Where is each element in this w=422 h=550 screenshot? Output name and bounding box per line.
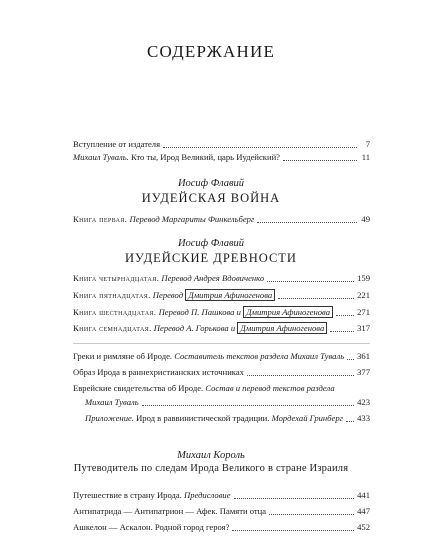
section-divider <box>73 343 370 344</box>
toc-entry-page: 317 <box>357 323 370 333</box>
toc-entry-page: 7 <box>365 139 370 149</box>
toc-entry-book: Книга шестнадцатая. <box>73 307 157 317</box>
toc-entry[interactable] <box>73 322 370 335</box>
toc-entry-note: Приложение. <box>85 413 134 423</box>
section-title: ИУДЕЙСКАЯ ВОЙНА <box>141 191 281 205</box>
highlighted-translator: Дмитрия Афиногенова <box>237 322 327 334</box>
toc-entry[interactable] <box>73 213 370 226</box>
toc-entry-title: Антипатрида — Антипатрион — Афек. Памяти отца <box>73 506 267 516</box>
toc-entry[interactable] <box>73 382 370 395</box>
toc-entry-page: 159 <box>357 273 370 283</box>
toc-entry-page: 423 <box>357 397 370 407</box>
toc-entry-page: 221 <box>357 290 370 300</box>
toc-entry-translator: Перевод Маргариты Финкельберг <box>127 214 255 224</box>
dot-leader <box>269 506 354 515</box>
dot-leader <box>336 307 354 316</box>
highlighted-translator: Дмитрия Афиногенова <box>243 306 333 318</box>
dot-leader <box>346 413 354 422</box>
toc-entry-page: 49 <box>361 214 370 224</box>
dot-leader <box>278 290 354 299</box>
toc-entry[interactable] <box>85 412 370 425</box>
toc-entry[interactable] <box>73 350 370 363</box>
toc-entry-translator: Перевод <box>150 290 186 300</box>
toc-entry-note: Предисловие <box>183 490 231 500</box>
section-author: Иосиф Флавий <box>177 178 245 189</box>
toc-entry-translator: Перевод А. Горькова и <box>151 323 238 333</box>
dot-leader <box>234 490 355 499</box>
section-author: Михаил Король <box>177 450 245 461</box>
toc-entry-page: 361 <box>357 351 370 361</box>
dot-leader <box>257 214 357 223</box>
toc-entry-page: 441 <box>357 490 370 500</box>
toc-entry-author: Михаил Туваль. <box>73 152 129 162</box>
toc-entry-title: Кто ты, Ирод Великий, царь Иудейский? <box>128 152 280 162</box>
toc-entry-page: 271 <box>357 307 370 317</box>
toc-entry[interactable] <box>73 489 370 502</box>
dot-leader <box>163 139 357 148</box>
dot-leader <box>247 367 354 376</box>
dot-leader <box>283 152 357 161</box>
toc-entry-note: Михаил Туваль <box>85 397 139 407</box>
toc-entry-page: 377 <box>357 367 370 377</box>
toc-entry[interactable] <box>73 366 370 379</box>
toc-entry[interactable] <box>73 505 370 518</box>
toc-entry-note: Состав и перевод текстов раздела <box>205 383 335 393</box>
section-title: Путеводитель по следам Ирода Великого в стране Израиля <box>73 463 349 474</box>
section-title: ИУДЕЙСКИЕ ДРЕВНОСТИ <box>125 251 297 265</box>
toc-entry[interactable] <box>73 289 370 302</box>
toc-entry-book: Книга четырнадцатая. <box>73 273 160 283</box>
toc-entry-book: Книга первая. <box>73 214 128 224</box>
toc-entry-title: Ирод в раввинистической традиции. <box>133 413 272 423</box>
toc-entry-author: Мордехай Гринберг <box>271 413 343 423</box>
toc-entry-book: Книга семнадцатая. <box>73 323 152 333</box>
toc-entry-title: Вступление от издателя <box>73 139 161 149</box>
toc-entry-title: Греки и римляне об Ироде. <box>73 351 175 361</box>
dot-leader <box>142 397 354 406</box>
toc-entry-page: 11 <box>361 152 370 162</box>
dot-leader <box>347 351 354 360</box>
dot-leader <box>232 522 354 531</box>
toc-entry[interactable] <box>73 306 370 319</box>
toc-entry-title: Путешествие в страну Ирода. <box>73 490 184 500</box>
toc-entry-translator: Перевод П. Пашкова и <box>156 307 244 317</box>
toc-entry-note: Составитель текстов раздела Михаил Туваль <box>174 351 345 361</box>
highlighted-translator: Дмитрия Афиногенова <box>185 289 275 301</box>
toc-entry-continuation[interactable] <box>85 396 370 409</box>
dot-leader <box>330 323 354 332</box>
section-author: Иосиф Флавий <box>177 238 245 249</box>
toc-entry[interactable] <box>73 151 370 164</box>
toc-entry[interactable] <box>73 272 370 285</box>
toc-entry-page: 433 <box>357 413 370 423</box>
toc-entry-title: Образ Ирода в раннехристианских источниках <box>73 367 244 377</box>
toc-entry-title: Еврейские свидетельства об Ироде. <box>73 383 206 393</box>
toc-entry[interactable] <box>73 521 370 534</box>
toc-entry-page: 447 <box>357 506 370 516</box>
page-title: СОДЕРЖАНИЕ <box>146 42 276 61</box>
dot-leader <box>267 273 354 282</box>
toc-entry[interactable] <box>73 138 370 151</box>
toc-entry-translator: Перевод Андрея Вдовиченко <box>159 273 265 283</box>
toc-entry-book: Книга пятнадцатая. <box>73 290 151 300</box>
toc-entry-title: Ашкелон — Аскалон. Родной город героя? <box>73 522 230 532</box>
toc-entry-page: 452 <box>357 522 370 532</box>
